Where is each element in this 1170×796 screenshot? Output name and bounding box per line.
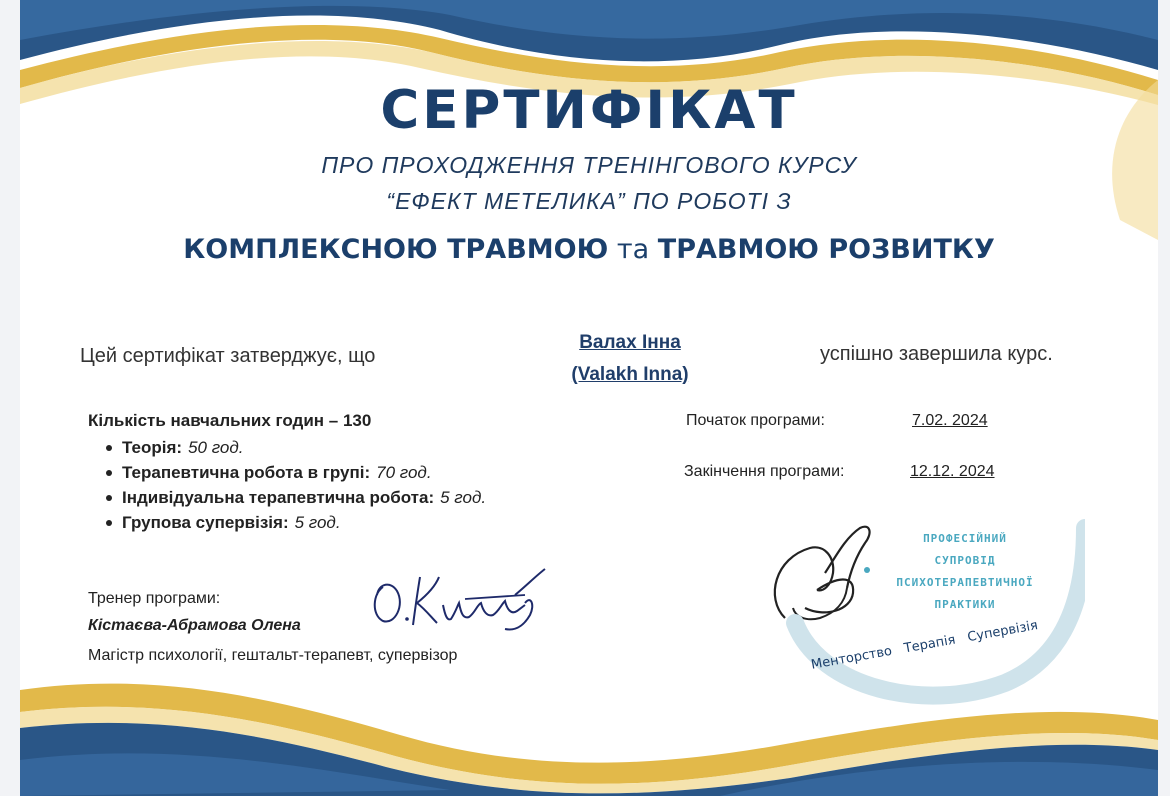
hours-list xyxy=(104,435,486,535)
logo-arc-text: Менторство Терапія Супервізія xyxy=(810,618,1039,673)
certificate-sheet xyxy=(20,0,1158,796)
hours-item-label: Терапевтична робота в групі: xyxy=(122,463,371,482)
completed-text: успішно завершила курс. xyxy=(820,343,1053,365)
hours-item-value: 5 год. xyxy=(440,488,487,507)
trainer-role: Магістр психології, гештальт-терапевт, супервізор xyxy=(88,647,458,664)
program-start-value: 7.02. 2024 xyxy=(912,412,988,429)
course-title-part-2: ТРАВМОЮ РОЗВИТКУ xyxy=(657,234,995,265)
hours-item-value: 5 год. xyxy=(294,513,341,532)
course-title-part-1: КОМПЛЕКСНОЮ ТРАВМОЮ xyxy=(183,234,609,265)
course-title xyxy=(20,234,1158,265)
hours-title: Кількість навчальних годин – 130 xyxy=(88,411,372,430)
program-end-label: Закінчення програми: xyxy=(684,463,845,480)
hours-item xyxy=(104,435,486,460)
hours-item xyxy=(104,460,486,485)
hours-item xyxy=(104,485,486,510)
hours-item-label: Теорія: xyxy=(122,438,183,457)
recipient-name-ua: Валах Інна xyxy=(579,332,681,353)
trainer-label: Тренер програми: xyxy=(88,590,221,607)
recipient-name-en: (Valakh Inna) xyxy=(571,364,689,385)
hours-item-label: Індивідуальна терапевтична робота: xyxy=(122,488,435,507)
course-title-conjunction: та xyxy=(616,234,650,265)
program-end-value: 12.12. 2024 xyxy=(910,463,995,480)
logo-line-4: ПРАКТИКИ xyxy=(934,598,996,611)
logo-text xyxy=(875,528,1055,616)
certificate-title: СЕРТИФІКАТ xyxy=(380,80,798,141)
trainer-signature xyxy=(365,565,555,635)
hours-item-value: 70 год. xyxy=(376,463,432,482)
logo-line-1: ПРОФЕСІЙНИЙ xyxy=(923,532,1007,545)
hours-item xyxy=(104,510,486,535)
subtitle-line-1: ПРО ПРОХОДЖЕННЯ ТРЕНІНГОВОГО КУРСУ xyxy=(321,152,857,178)
logo-line-3: ПСИХОТЕРАПЕВТИЧНОЇ xyxy=(896,576,1034,589)
certifies-text: Цей сертифікат затверджує, що xyxy=(80,345,376,367)
trainer-name: Кістаєва-Абрамова Олена xyxy=(88,617,301,634)
program-start-label: Початок програми: xyxy=(686,412,825,429)
hours-item-value: 50 год. xyxy=(188,438,244,457)
logo-line-2: СУПРОВІД xyxy=(934,554,996,567)
hours-item-label: Групова супервізія: xyxy=(122,513,289,532)
subtitle-line-2: “ЕФЕКТ МЕТЕЛИКА” ПО РОБОТІ З xyxy=(386,188,792,214)
